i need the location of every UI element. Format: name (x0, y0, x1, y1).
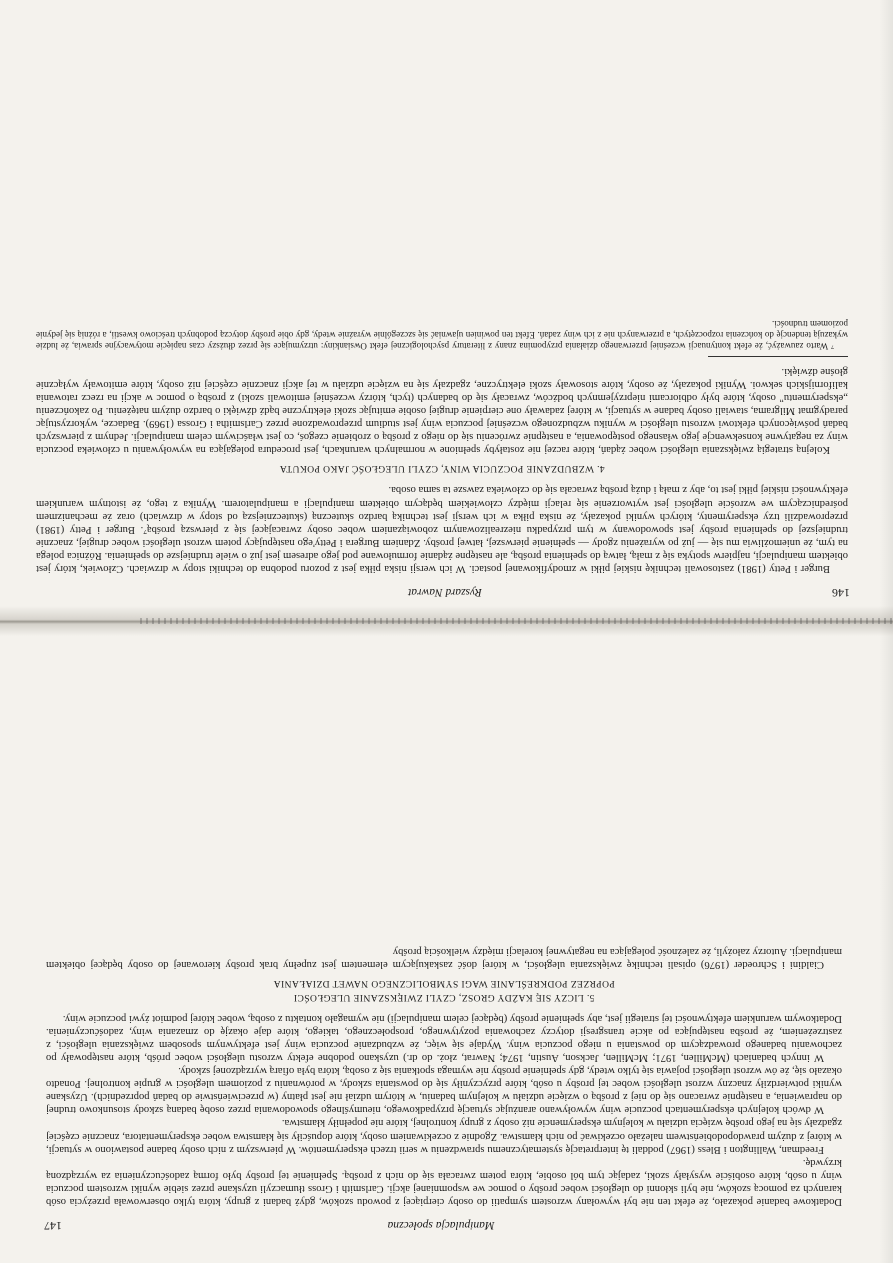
left-paragraph: Kolejną strategią zwiększania uległości wobec żądań, które raczej nie zostałyby spełnione w normalnych warunkach, jest procedura polegająca na wywoływaniu u człowieka poczucia winy za negatywne konsekwencje jego własnego postępowania, a następnie zwróceniu się do niego z prośbą o zrobienie czegoś, co jest właściwym celem manipulacji. Jednym z pierwszych badań poświęconych efektowi wzrostu uległości w wyniku wzbudzonego wcześniej poczucia winy jest studium przeprowadzone przez Carlsmitha i Grossa (1969). Badacze, wykorzystując paradygmat Milgrama, stawiali osoby badane w sytuacji, w której zadawały one cierpienie drugiej osobie emitując szoki elektryczne bądź dźwięki o bardzo dużym natężeniu. Po zakończeniu „eksperymentu" osoby, które były odbiorcami nieprzyjemnych bodźców, zwracały się do badanych (tych, którzy wcześniej emitowali szoki) z prośbą o pomoc w akcji na rzecz ratowania kalifornijskich sekwoi. Wyniki pokazały, że osoby, które stosowały szoki elektryczne, zgadzały się na wzięcie udziału w tej akcji znacznie częściej niż osoby, które emitowały wyłącznie głośne dźwięki. (36, 365, 848, 456)
left-running-head (34, 585, 850, 600)
right-paragraph: Cialdini i Schroeder (1976) opisali technikę zwiększania uległości, w której dość zaskakującym elementem jest zupełny brak prośby kierowanej do osoby będącej obiektem manipulacji. Autorzy założyli, że zależność polegająca na negatywnej korelacji między wielkością prośby (46, 946, 842, 971)
right-running-head (44, 1218, 844, 1233)
section-heading-5 (46, 977, 842, 1003)
section-heading-5-line1: 5. LICZY SIĘ KAŻDY GROSZ, CZYLI ZWIĘKSZANIE ULEGŁOŚCI (293, 991, 595, 1003)
section-heading-5-line2: POPRZEZ PODKREŚLANIE WAGI SYMBOLICZNEGO NAWET DZIAŁANIA (273, 978, 615, 990)
footnote (36, 318, 848, 351)
gutter-scan-noise (140, 618, 893, 624)
right-paragraph: W dwóch kolejnych eksperymentach poczucie winy wywoływano aranżując sytuację przypadkowego, nieumyślnego spowodowania przez osobę badaną szkody stosunkowo trudnej do naprawienia, a następnie zwracano się do niej z prośbą o wzięcie udziału w kolejnym badaniu, w którym udział nie jest płatny (w przeciwieństwie do badań poprzednich). Uzyskane wyniki potwierdziły znaczny wzrost uległości wobec tej prośby u osób, które przyczyniły się do powstania szkody, w porównaniu z poziomem uległości w grupie kontrolnej. Ponadto okazało się, że ów wzrost uległości pojawia się tylko wtedy, gdy spełnienie prośby nie wymaga spotkania się z osobą, która była ofiarą wyrządzonej szkody. (46, 1065, 842, 1116)
left-page (30, 40, 854, 600)
right-page-number: 147 (44, 1219, 62, 1233)
left-paragraph: Burger i Petty (1981) zastosowali technikę niskiej piłki w zmodyfikowanej postaci. W ich wersji niska piłka jest z pozoru podobna do techniki stopy w drzwiach. Człowiek, który jest obiektem manipulacji, najpierw spotyka się z małą, łatwą do spełnienia prośbą, ale następne żądanie formułowane pod jego adresem jest już o wiele trudniejsze do spełnienia. Różnica polega na tym, że uniemożliwia mu się — już po wyrażeniu zgody — spełnienie pierwszej, łatwej prośby. Zdaniem Burgera i Petty'ego następujący potem wzrost uległości wobec drugiej, znacznie trudniejszej do spełnienia prośby jest spowodowany w tym przypadku niezrealizowanym zobowiązaniem wobec osoby zwracającej się z pierwszą prośbą⁷. Burger i Petty (1981) przeprowadzili trzy eksperymenty, których wyniki pokazały, że niska piłka w ich wersji jest techniką bardzo skuteczną (skuteczniejszą od stopy w drzwiach) oraz że mechanizmem pośredniczącym we wzroście uległości jest wytworzenie się relacji między człowiekiem będącym obiektem manipulacji a manipulatorem. Wynika z tego, że istotnym warunkiem efektywności niskiej piłki jest to, aby z małą i dużą prośbą zwracała się do człowieka zawsze ta sama osoba. (36, 484, 848, 574)
right-paragraph: Freedman, Wallington i Bless (1967) poddali tę interpretację systematycznemu sprawdzeniu w serii trzech eksperymentów. W pierwszym z nich osoby badane postawiono w sytuacji, w której z dużym prawdopodobieństwem należało oczekiwać po nich kłamstwa. Zgodnie z oczekiwaniem osoby, które dopuściły się kłamstwa wobec eksperymentatora, znacznie częściej zgadzały się na jego prośbę wzięcia udziału w kolejnym eksperymencie niż osoby z grupy kontrolnej, które nie popełniły kłamstwa. (46, 1117, 842, 1155)
right-page (40, 645, 848, 1233)
left-running-title: Ryszard Nawrat (408, 586, 482, 598)
section-heading-4: 4. WZBUDZANIE POCZUCIA WINY, CZYLI ULEGŁOŚĆ JAKO POKUTA (279, 463, 605, 475)
right-running-title: Manipulacja społeczna (387, 1219, 495, 1231)
footnote-text: ⁷ Warto zauważyć, że efekt kontynuacji wcześniej przerwanego działania przypomina znany z literatury psychologicznej efekt Owsiankiny: utrzymujące się przez dłuższy czas napięcie motywacyjne sprawia, że ludzie wykazują tendencję do kończenia rozpoczętych, a przerwanych nie z ich winy zadań. Efekt ten powinien ujawniać się szczególnie wyraźnie wtedy, gdy obie prośby dotyczą podobnych treściowo kwestii, a różnią się jedynie poziomem trudności. (36, 318, 848, 351)
scan-edge-shadow (879, 0, 893, 1263)
right-paragraph: W innych badaniach (McMillen, 1971; McMillen, Jackson, Austin, 1974; Nawrat, złoż. do dr.) uzyskano podobne efekty wzrostu uległości wobec próśb, które następowały po zachowaniu badanego prowadzącym do powstania u niego poczucia winy. Wydaje się więc, że wzbudzanie poczucia winy jest efektywnym sposobem zwiększania uległości, z zastrzeżeniem, że prośba następująca po akcie transgresji dotyczy zachowania pozytywnego, prospołecznego, takiego, które daje okazję do zmazania winy, zadośćuczynienia. Dodatkowym warunkiem efektywności tej strategii jest, aby spełnienie prośby (będącej celem manipulacji) nie wymagało kontaktu z osobą, wobec której podmiot żywi poczucie winy. (46, 1012, 842, 1063)
right-paragraph: Dodatkowe badanie pokazało, że efekt ten nie był wywołany wzrostem sympatii do osoby cierpiącej z powodu szoków, gdyż badani z grupy, która tylko obserwowała przeżycia osób karanych za pomocą szoków, nie byli skłonni do uległości wobec prośby o pomoc we wspomnianej akcji. Carlsmith i Gross tłumaczyli uzyskane przez siebie wyniki wzrostem poczucia winy u osób, które osobiście wysyłały szoki, zadając tym ból osobie, która potem zwracała się do nich z prośbą. Spełnienie tej prośby było formą zadośćuczynienia za wyrządzoną krzywdę. (46, 1156, 842, 1207)
footnote-rule (708, 356, 848, 357)
left-page-number: 146 (832, 586, 850, 600)
right-body-text (46, 945, 842, 1208)
left-body-text (36, 365, 848, 575)
